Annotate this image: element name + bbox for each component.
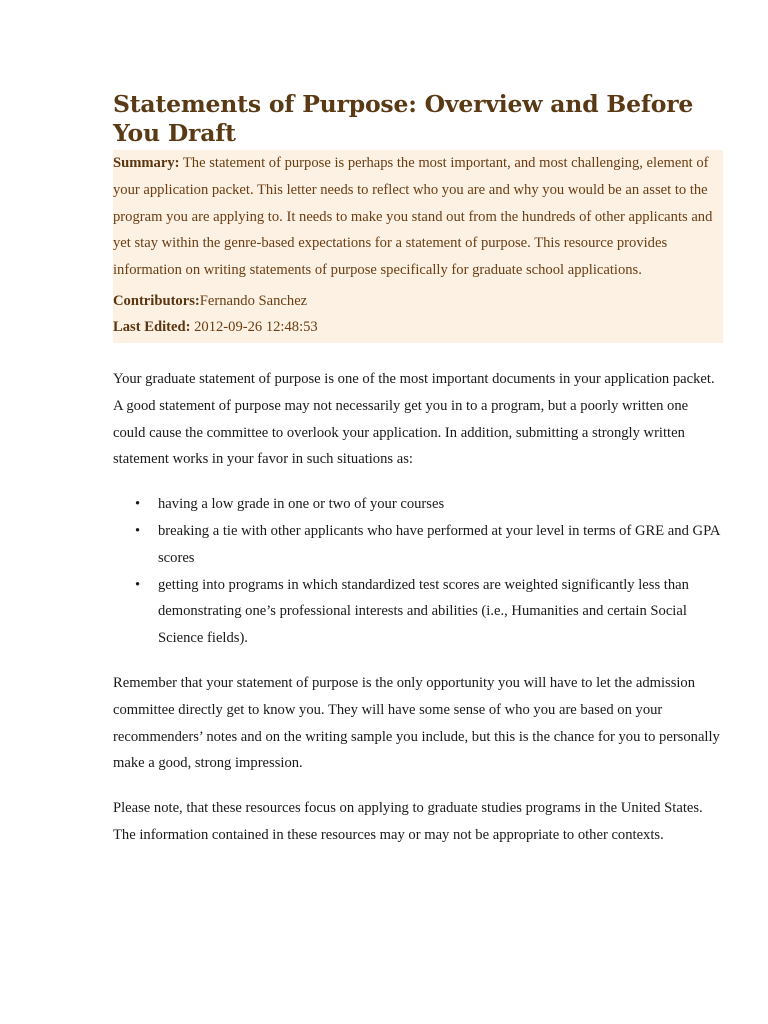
last-edited-value: 2012-09-26 12:48:53	[194, 319, 318, 336]
summary-box	[113, 150, 723, 343]
list-item-text: breaking a tie with other applicants who have performed at your level in terms of GRE and GPA scores	[158, 522, 720, 566]
bullet-list	[113, 491, 723, 652]
paragraph-intro: Your graduate statement of purpose is one of the most important documents in your application packet. A good statement of purpose may not necessarily get you in to a program, but a poorly written one could cause the committee to overlook your application. In addition, submitting a strongly written statement works in your favor in such situations as:	[113, 370, 715, 468]
article-body	[113, 366, 723, 849]
paragraph-note: Please note, that these resources focus on applying to graduate studies programs in the United States. The information contained in these resources may or may not be appropriate to other contexts.	[113, 800, 703, 843]
list-item	[135, 491, 723, 518]
paragraph-impression: Remember that your statement of purpose is the only opportunity you will have to let the admission committee directly get to know you. They will have some sense of who you are based on your recommenders’ notes and on the writing sample you include, but this is the chance for you to personally make a good, strong impression.	[113, 674, 720, 772]
bullet-icon: •	[135, 496, 141, 513]
summary-text: The statement of purpose is perhaps the most important, and most challenging, element of your application packet. This letter needs to reflect who you are and why you would be an asset to the program you are applying to. It needs to make you stand out from the hundreds of other applicants and yet stay within the genre-based expectations for a statement of purpose. This resource provides information on writing statements of purpose specifically for graduate school applications.	[113, 155, 713, 279]
bullet-icon: •	[135, 576, 141, 593]
summary	[113, 150, 723, 284]
list-item-text: having a low grade in one or two of your courses	[158, 496, 445, 513]
summary-label: Summary:	[113, 155, 180, 171]
contributors	[113, 288, 723, 315]
list-item-text: getting into programs in which standardized test scores are weighted significantly less than demonstrating one’s professional interests and abilities (i.e., Humanities and certain Social Science fields).	[158, 576, 689, 647]
list-item	[135, 518, 723, 572]
last-edited-label: Last Edited:	[113, 319, 191, 336]
last-edited	[113, 314, 723, 341]
contributors-label: Contributors:	[113, 292, 200, 309]
bullet-icon: •	[135, 522, 141, 539]
contributors-value: Fernando Sanchez	[199, 292, 308, 309]
list-item	[135, 572, 723, 652]
page-title: Statements of Purpose: Overview and Before You Draft	[113, 90, 694, 147]
article	[113, 90, 723, 849]
